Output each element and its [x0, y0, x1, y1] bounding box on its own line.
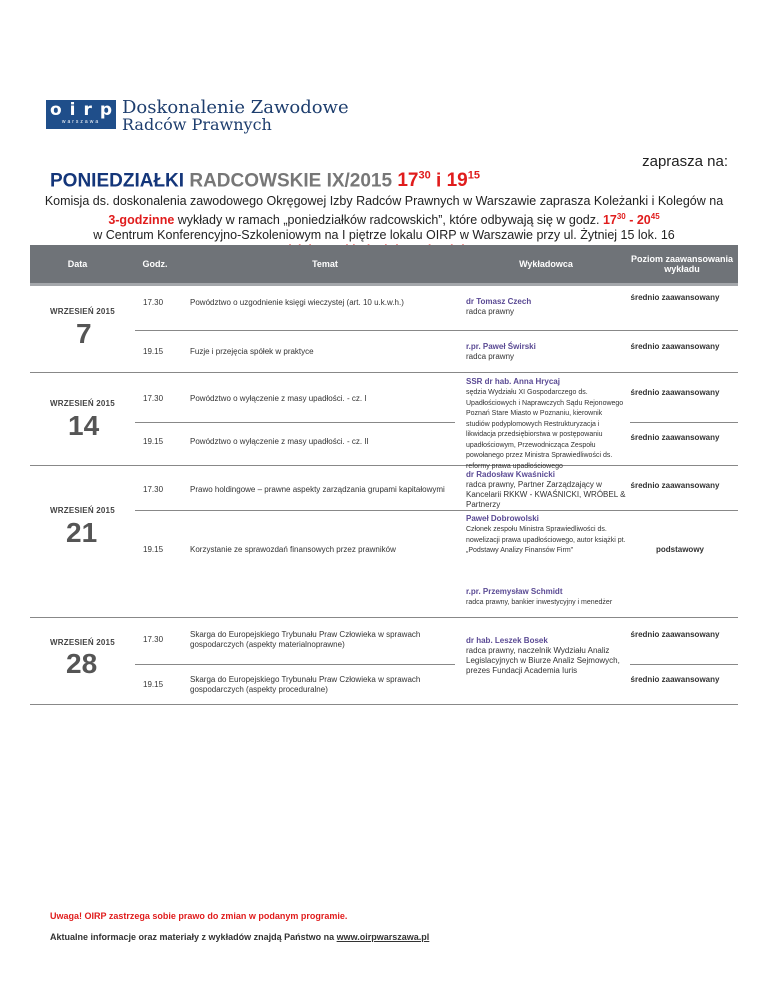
date-day: 14: [68, 410, 100, 441]
lecturer-desc: radca prawny, bankier inwestycyjny i menedżer: [466, 599, 613, 606]
lecturer: [466, 636, 626, 676]
logo-letter: o: [50, 100, 62, 120]
lecturer-name: dr Tomasz Czech: [466, 297, 532, 306]
warning-note: Uwaga! OIRP zastrzega sobie prawo do zmian w podanym programie.: [50, 911, 348, 921]
lecture-topic: Prawo holdingowe – prawne aspekty zarządzania grupami kapitałowymi: [190, 485, 445, 494]
lecturer-desc: radca prawny, Partner Zarządzający w Kancelarii RKKW - KWAŚNICKI, WRÓBEL & Partnerzy: [466, 480, 626, 509]
lecture-topic: Skarga do Europejskiego Trybunału Praw Człowieka w sprawach gospodarczych (aspekty proceduralne): [190, 675, 421, 694]
lecture-time: 19.15: [143, 347, 164, 356]
logo-title-line2: Radców Prawnych: [122, 115, 272, 134]
row-divider: [135, 510, 738, 511]
lecturer-desc: Członek zespołu Ministra Sprawiedliwości ds. nowelizacji prawa upadłościowego, autor książki pt. „Podstawy Analizy Finansów Firm”: [466, 526, 626, 554]
lecturer: [466, 342, 626, 362]
logo-badge: [46, 100, 116, 129]
lecturer-desc: radca prawny: [466, 307, 515, 316]
lecture-topic: Korzystanie ze sprawozdań finansowych przez prawników: [190, 545, 396, 554]
lecturer-name: SSR dr hab. Anna Hrycaj: [466, 377, 560, 386]
level-badge: podstawowy: [655, 545, 704, 554]
lecture-topic: Fuzje i przejęcia spółek w praktyce: [190, 347, 314, 356]
invite-text: zaprasza na:: [642, 153, 728, 170]
lecture-time: 19.15: [143, 437, 164, 446]
website-link[interactable]: www.oirpwarszawa.pl: [336, 932, 430, 942]
info-note: Aktualne informacje oraz materiały z wykładów znajdą Państwo na www.oirpwarszawa.pl: [50, 932, 430, 942]
logo-letter: i: [69, 100, 76, 120]
level-badge: średnio zaawansowany: [630, 293, 720, 302]
header-time: Godz.: [142, 259, 168, 269]
header-topic: Temat: [312, 259, 338, 269]
level-badge: średnio zaawansowany: [630, 481, 720, 490]
lecturer: [466, 377, 626, 471]
page-title: PONIEDZIAŁKI RADCOWSKIE IX/2015 $17^{30}$ i $19^{15}$: [50, 170, 480, 192]
date-day: 21: [66, 517, 98, 548]
logo-letter: r: [83, 100, 92, 120]
lecturer-name: r.pr. Paweł Świrski: [466, 342, 536, 351]
day-divider: [30, 617, 738, 618]
level-badge: średnio zaawansowany: [630, 388, 720, 397]
lecturer: [466, 470, 626, 510]
lecture-topic: Powództwo o wyłączenie z masy upadłości. - cz. II: [190, 437, 369, 446]
day-divider: [30, 372, 738, 373]
lecture-topic: Skarga do Europejskiego Trybunału Praw Człowieka w sprawach gospodarczych (aspekty materialnoprawne): [190, 630, 421, 649]
header-date: Data: [67, 259, 88, 269]
lecturer-name: dr hab. Leszek Bosek: [466, 636, 548, 645]
logo-title-line1: Doskonalenie Zawodowe: [122, 97, 349, 118]
lecturer-name: dr Radosław Kwaśnicki: [466, 470, 555, 479]
schedule-header: [30, 245, 738, 286]
lecturer: [466, 297, 626, 317]
level-badge: średnio zaawansowany: [630, 342, 720, 351]
lecture-time: 19.15: [143, 680, 164, 689]
lecture-time: 19.15: [143, 545, 164, 554]
day-divider: [30, 465, 738, 466]
lecture-topic: Powództwo o wyłączenie z masy upadłości. - cz. I: [190, 394, 367, 403]
logo-subtitle: warszawa: [61, 119, 101, 125]
row-divider: [630, 422, 738, 423]
intro-text: Komisja ds. doskonalenia zawodowego Okręgowej Izby Radców Prawnych w Warszawie zaprasza Koleżanki i Kolegów na 3-godzinne wykłady w ramach „poniedziałków radcowskich”, które odbywają się w godz. $17^{30} - 20^{45}$ w Centrum Konferencyjno-Szkoleniowym na I piętrze lokalu OIRP w Warszawie przy ul. Żytniej 15 lok. 16: [44, 194, 724, 243]
date-day: 7: [76, 318, 92, 349]
header-level: Poziom zaawansowania wykładu: [630, 254, 734, 274]
lecturer-desc: radca prawny: [466, 352, 515, 361]
logo-letter: p: [99, 100, 112, 120]
date-month: WRZESIEŃ 2015: [50, 506, 115, 515]
date-month: WRZESIEŃ 2015: [50, 638, 115, 647]
lecturer-desc: sędzia Wydziału XI Gospodarczego ds. Upadłościowych i Naprawczych Sądu Rejonowego Poznań Stare Miasto w Poznaniu, kierownik studiów podyplomowych Restrukturyzacja i likwidacja przedsiębiorstwa w postępowaniu upadłościowym, Przewodnicząca Zespołu powołanego przez Ministra Sprawiedliwości ds. reformy prawa upadłościowego: [466, 389, 624, 470]
lecturer-name: r.pr. Przemysław Schmidt: [466, 587, 563, 596]
date-month: WRZESIEŃ 2015: [50, 399, 115, 408]
row-divider: [135, 422, 455, 423]
lecturer: [466, 587, 626, 608]
lecture-time: 17.30: [143, 485, 164, 494]
lecture-time: 17.30: [143, 635, 164, 644]
lecture-time: 17.30: [143, 394, 164, 403]
date-month: WRZESIEŃ 2015: [50, 307, 115, 316]
row-divider: [135, 330, 738, 331]
lecture-topic: Powództwo o uzgodnienie księgi wieczystej (art. 10 u.k.w.h.): [190, 298, 404, 307]
date-day: 28: [66, 648, 98, 679]
lecturer-name: Paweł Dobrowolski: [466, 514, 539, 523]
lecturer: [466, 514, 626, 556]
day-divider: [30, 704, 738, 705]
row-divider: [630, 664, 738, 665]
lecturer-desc: radca prawny, naczelnik Wydziału Analiz Legislacyjnych w Biurze Analiz Sejmowych, prezes Fundacji Academia Iuris: [466, 646, 620, 675]
level-badge: średnio zaawansowany: [630, 433, 720, 442]
lecture-time: 17.30: [143, 298, 164, 307]
level-badge: średnio zaawansowany: [630, 675, 720, 684]
header-lecturer: Wykładowca: [519, 259, 573, 269]
row-divider: [135, 664, 455, 665]
level-badge: średnio zaawansowany: [630, 630, 720, 639]
